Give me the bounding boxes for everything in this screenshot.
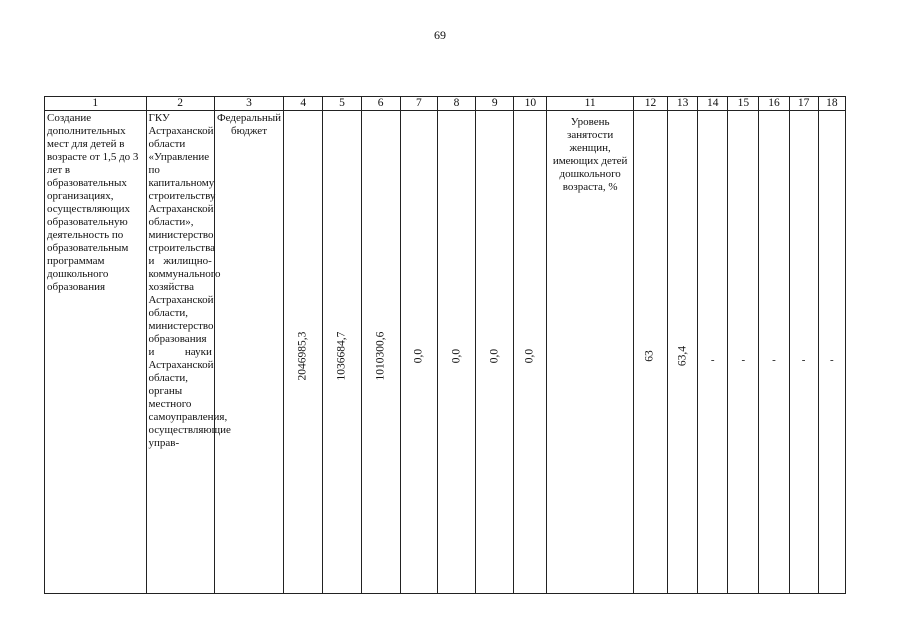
column-header-7: 7 xyxy=(400,97,437,111)
column-header-14: 14 xyxy=(698,97,728,111)
value-col7: 0,0 xyxy=(412,348,425,364)
cell-col5 xyxy=(323,111,361,594)
value-col8: 0,0 xyxy=(450,348,462,364)
column-header-17: 17 xyxy=(789,97,818,111)
value-col16: - xyxy=(772,354,776,366)
column-header-9: 9 xyxy=(476,97,514,111)
cell-col18 xyxy=(818,111,845,594)
column-header-10: 10 xyxy=(514,97,547,111)
column-header-13: 13 xyxy=(668,97,698,111)
cell-col15 xyxy=(728,111,759,594)
cell-col12 xyxy=(633,111,667,594)
column-header-2: 2 xyxy=(146,97,214,111)
value-col18: - xyxy=(830,354,834,366)
column-header-15: 15 xyxy=(728,97,759,111)
cell-col17 xyxy=(789,111,818,594)
page-number: 69 xyxy=(434,28,446,42)
value-col5: 1036684,7 xyxy=(335,331,348,381)
column-header-16: 16 xyxy=(759,97,789,111)
event-name-text: Создание дополнительных мест для детей в возрасте от 1,5 до 3 лет в образовательных организациях, осуществляющих образовательную деятельность по образовательным программам дошкольного образования xyxy=(47,112,139,293)
cell-col16 xyxy=(759,111,789,594)
column-header-18: 18 xyxy=(818,97,845,111)
funding-source-text: Федеральный бюджет xyxy=(216,112,282,137)
cell-col13 xyxy=(668,111,698,594)
column-header-8: 8 xyxy=(437,97,475,111)
value-col13: 63,4 xyxy=(676,345,689,367)
column-header-1: 1 xyxy=(45,97,147,111)
cell-indicator xyxy=(547,111,633,594)
column-header-6: 6 xyxy=(361,97,400,111)
column-header-5: 5 xyxy=(323,97,361,111)
cell-event-name xyxy=(45,111,147,594)
column-header-4: 4 xyxy=(284,97,323,111)
cell-col10 xyxy=(514,111,547,594)
value-col6: 1010300,6 xyxy=(374,331,387,381)
indicator-text: Уровень занятости женщин, имеющих детей дошкольного возраста, % xyxy=(552,116,628,193)
cell-col14 xyxy=(698,111,728,594)
cell-executors xyxy=(146,111,231,594)
column-header-3: 3 xyxy=(214,97,283,111)
cell-col6 xyxy=(361,111,400,594)
value-col9: 0,0 xyxy=(488,348,501,364)
header-row xyxy=(45,97,846,111)
value-col10: 0,0 xyxy=(523,348,536,364)
value-col14: - xyxy=(710,354,715,366)
cell-col4 xyxy=(284,111,323,594)
value-col4: 2046985,3 xyxy=(296,331,309,381)
value-col17: - xyxy=(801,354,806,366)
column-header-12: 12 xyxy=(633,97,667,111)
column-header-11: 11 xyxy=(547,97,633,111)
executors-text: ГКУ Астраханской области «Управление по капитальному строительству Астраханской области», министерство строительства и жилищно-коммунального хозяйства Астраханской области, министерство образования и науки Астраханской области, органы местного самоуправления, осуществляющие управ- xyxy=(148,112,231,449)
value-col12: 63 xyxy=(643,350,656,362)
table-row xyxy=(45,111,846,594)
cell-col8 xyxy=(437,111,475,594)
value-col15: - xyxy=(741,354,746,366)
program-table xyxy=(44,96,846,594)
cell-col7 xyxy=(400,111,437,594)
cell-col9 xyxy=(476,111,514,594)
cell-funding-source xyxy=(214,111,283,594)
